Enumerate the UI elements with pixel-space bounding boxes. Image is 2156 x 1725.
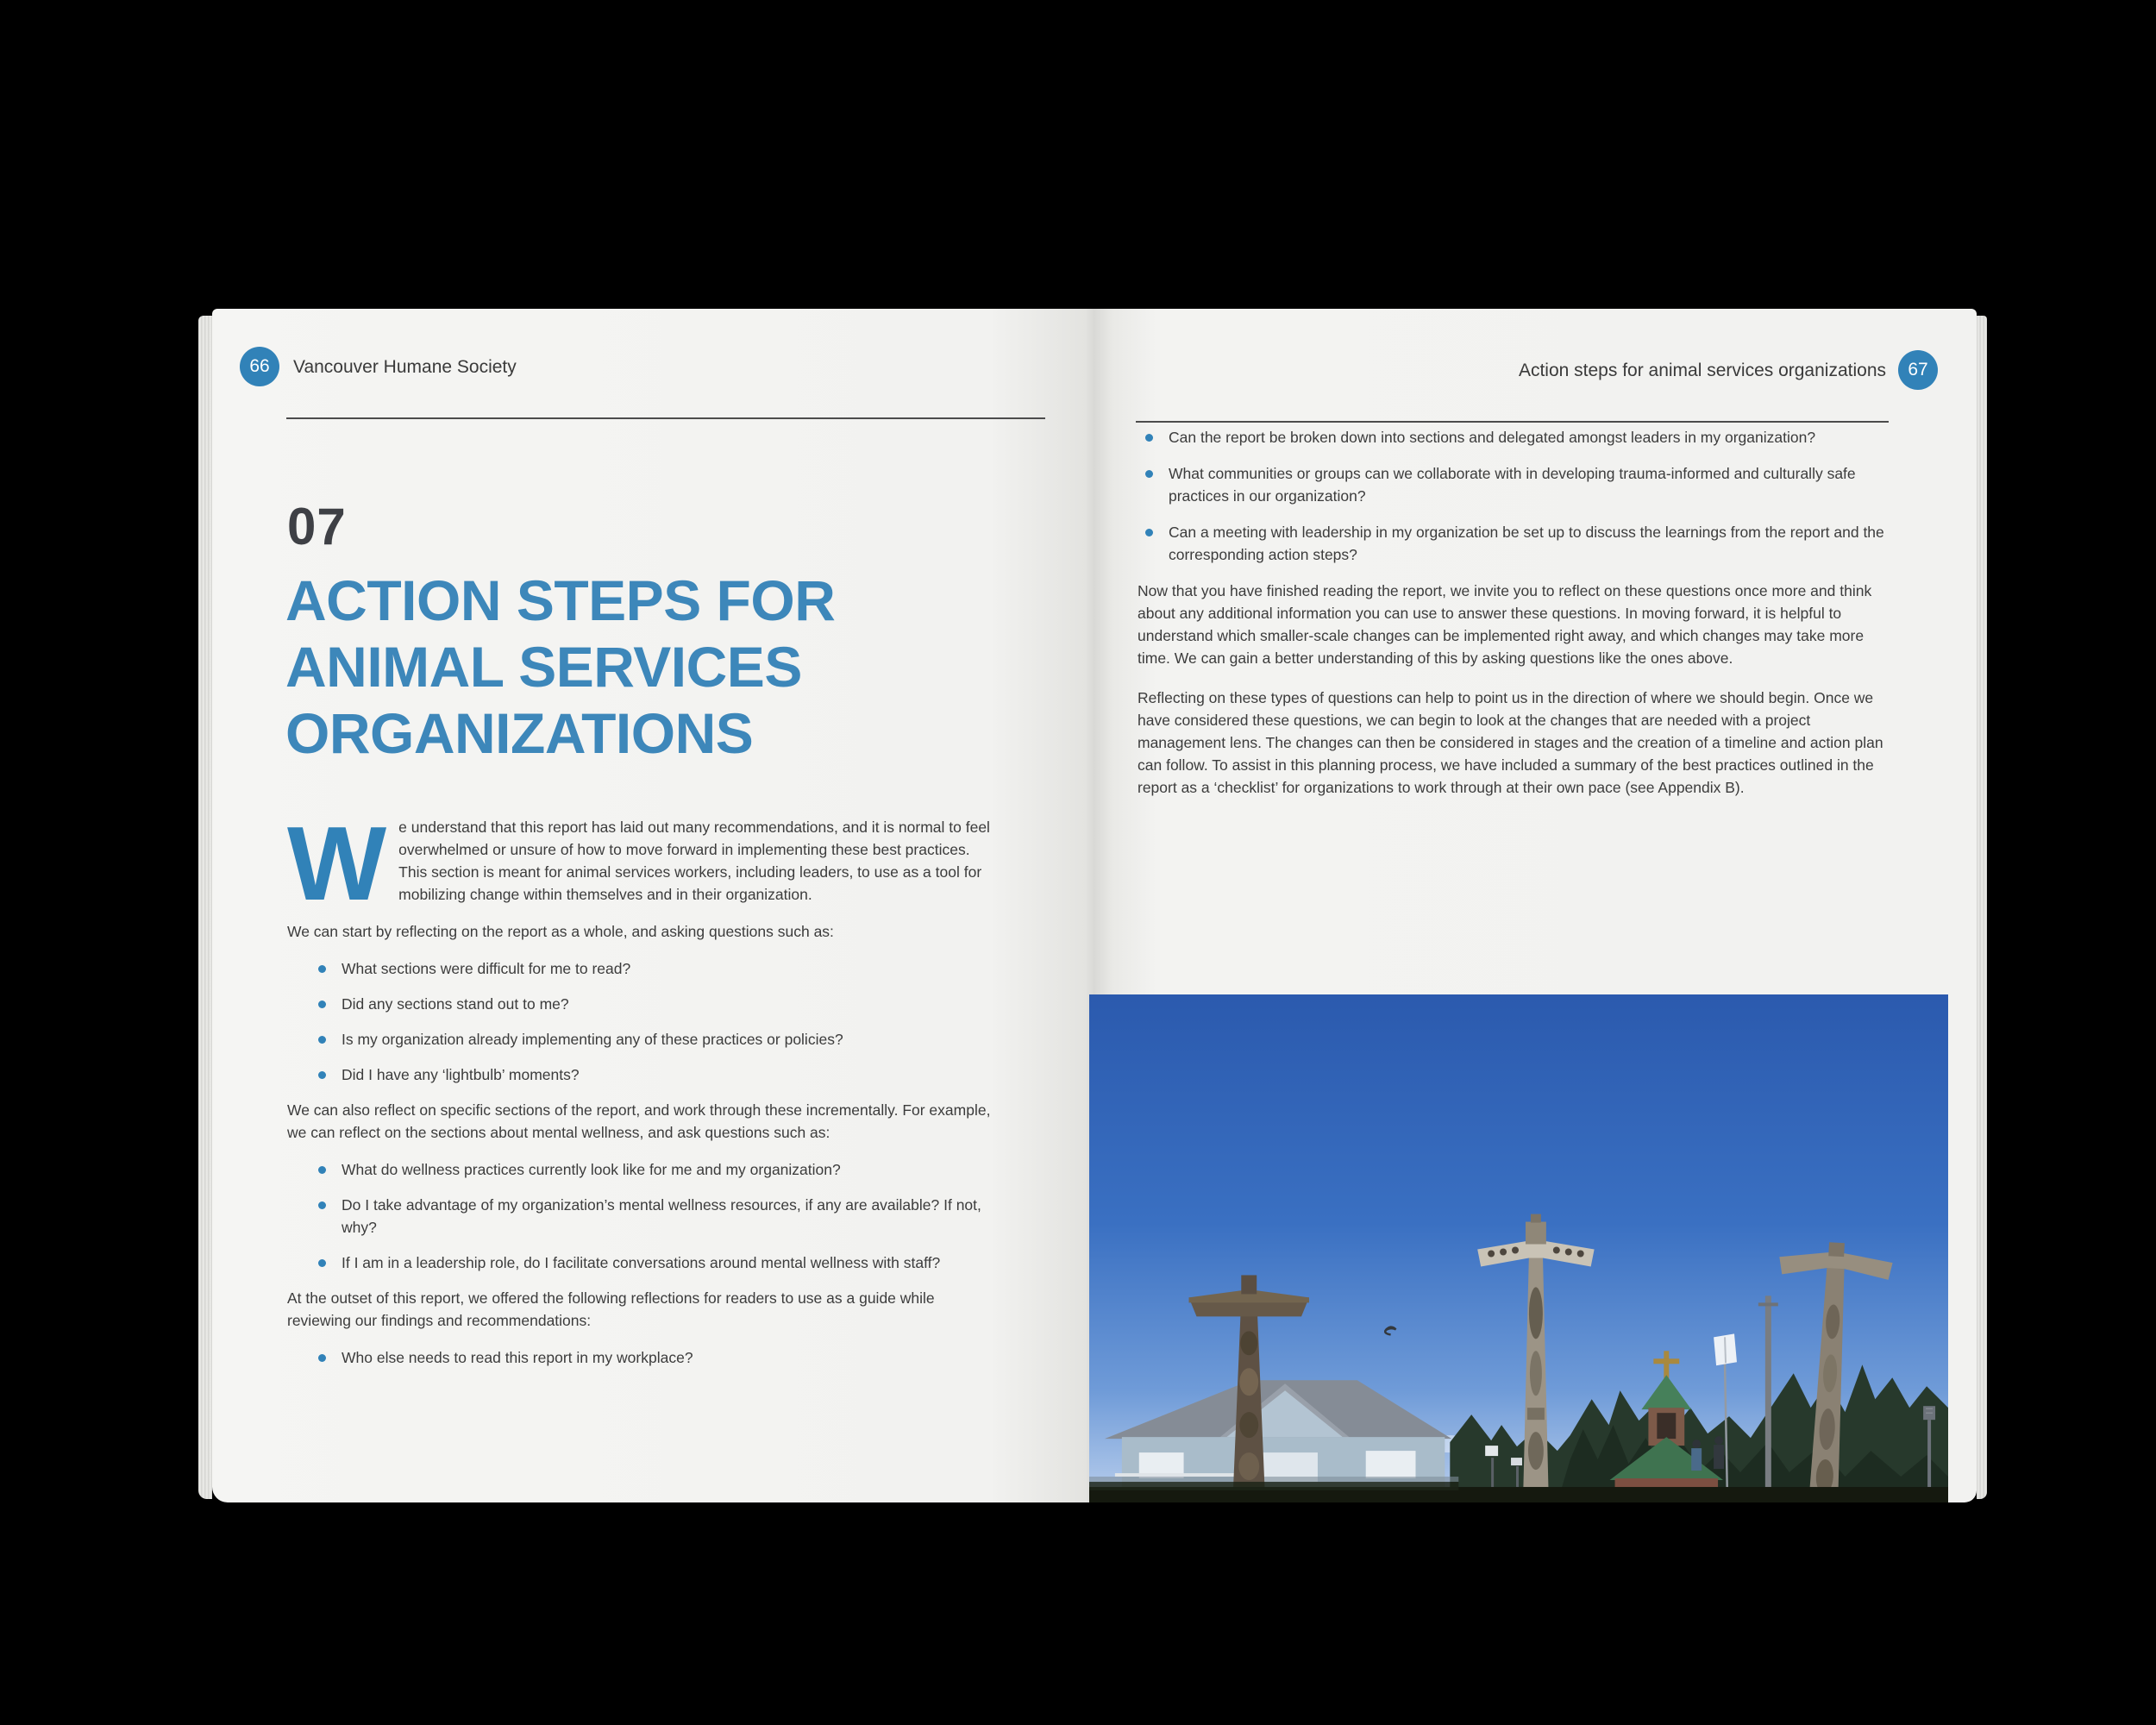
bullet-item: Can a meeting with leadership in my organization be set up to discuss the learnings from the report and the corresponding action steps? [1138, 521, 1896, 566]
running-header: Vancouver Humane Society [293, 357, 517, 377]
bullet-item: Can the report be broken down into sections and delegated amongst leaders in my organization? [1138, 426, 1896, 448]
right-page-header [1094, 343, 1977, 430]
chapter-title [285, 568, 835, 767]
photo-totem-poles [1089, 994, 1948, 1502]
bullet-item: If I am in a leadership role, do I facilitate conversations around mental wellness with staff? [287, 1251, 993, 1274]
bullet-list-report-whole [287, 957, 993, 1086]
paragraph: At the outset of this report, we offered the following reflections for readers to use as a guide while reviewing our findings and recommendations: [287, 1289, 935, 1329]
left-page-header [212, 343, 1094, 430]
intro-text: e understand that this report has laid out many recommendations, and it is normal to feel overwhelmed or unsure of how to move forward in implementing these best practices. This section is meant for animal services workers, including leaders, to use as a tool for mobilizing change within themselves and in their organization. [398, 819, 990, 903]
header-rule [1136, 421, 1889, 423]
bullet-item: Did I have any ‘lightbulb’ moments? [287, 1063, 993, 1086]
page-left [212, 309, 1094, 1502]
page-stack-left-edge [198, 316, 212, 1499]
chapter-title-line: ANIMAL SERVICES [285, 635, 802, 699]
bullet-item: Is my organization already implementing any of these practices or policies? [287, 1028, 993, 1051]
bullet-list-wellness [287, 1158, 993, 1274]
paragraph: We can also reflect on specific sections of the report, and work through these incrementally. For example, we can reflect on the sections about mental wellness, and ask questions such as: [287, 1101, 991, 1141]
paragraph: Now that you have finished reading the report, we invite you to reflect on these questions once more and think about any additional information you can use to answer these questions. In moving forward, it is helpful to understand which smaller-scale changes can be implemented right away, and which changes may take more time. We can gain a better understanding of this by asking questions like the ones above. [1138, 582, 1872, 667]
page-number-badge [1898, 350, 1938, 390]
bullet-item: Do I take advantage of my organization’s mental wellness resources, if any are available? If not, why? [287, 1194, 993, 1239]
bullet-list-outset [287, 1346, 993, 1369]
bullet-item: Who else needs to read this report in my workplace? [287, 1346, 993, 1369]
page-number-badge [240, 347, 279, 386]
page-number: 66 [249, 356, 270, 376]
paragraph: Reflecting on these types of questions can help to point us in the direction of where we should begin. Once we have considered these questions, we can begin to look at the changes that are needed with a project management lens. The changes can then be considered in stages and the creation of a timeline and action plan can follow. To assist in this planning process, we have included a summary of the best practices outlined in the report as a ‘checklist’ for organizations to work through at their own pace (see Appendix B). [1138, 689, 1883, 796]
page-right [1094, 309, 1977, 1502]
left-body-column [287, 805, 993, 1382]
page-stack-right-edge [1977, 316, 1987, 1499]
bullet-item: What do wellness practices currently look like for me and my organization? [287, 1158, 993, 1181]
bullet-item: What sections were difficult for me to read? [287, 957, 993, 980]
chapter-number: 07 [287, 498, 347, 555]
drop-cap: W [287, 805, 387, 922]
running-header: Action steps for animal services organizations [1518, 361, 1886, 380]
bullet-item: What communities or groups can we collaborate with in developing trauma-informed and culturally safe practices in our organization? [1138, 462, 1896, 507]
fence-silhouette [1089, 1482, 1458, 1490]
bullet-list-action [1138, 426, 1896, 566]
right-body-column [1138, 426, 1896, 816]
page-number: 67 [1908, 360, 1928, 380]
bullet-item: Did any sections stand out to me? [287, 993, 993, 1015]
header-rule [286, 417, 1045, 419]
chapter-title-line: ACTION STEPS FOR [285, 568, 836, 632]
chapter-title-line: ORGANIZATIONS [285, 701, 754, 765]
intro-paragraph [287, 805, 993, 922]
photo-scene [1089, 994, 1948, 1502]
book-spread [212, 309, 1977, 1502]
paragraph: We can start by reflecting on the report as a whole, and asking questions such as: [287, 923, 834, 940]
